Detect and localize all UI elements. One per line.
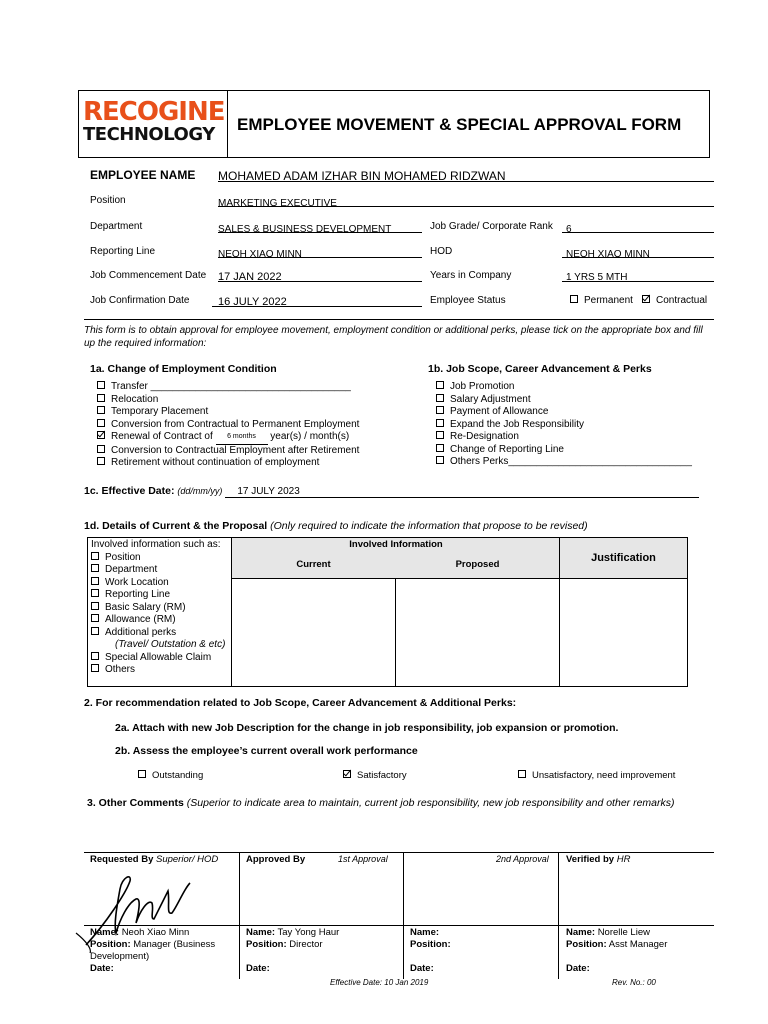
confirm-value: 16 JULY 2022 <box>218 296 287 308</box>
list-item[interactable] <box>436 381 716 394</box>
logo <box>83 99 223 145</box>
list-item[interactable] <box>91 564 227 577</box>
requested-label: Requested By <box>90 854 154 865</box>
footer-rev: Rev. No.: 00 <box>612 978 656 987</box>
position-label: Position <box>90 195 126 206</box>
date-label: Date: <box>566 963 590 974</box>
contractual-checkbox[interactable] <box>642 295 650 303</box>
date-label: Date: <box>90 963 114 974</box>
expand-checkbox[interactable] <box>436 419 444 427</box>
list-item[interactable] <box>436 456 716 469</box>
years-value: 1 YRS 5 MTH <box>566 272 628 283</box>
proposed-header-label: Proposed <box>455 559 500 570</box>
grade-value: 6 <box>566 224 572 235</box>
details-table <box>87 537 688 687</box>
list-item[interactable] <box>97 445 417 458</box>
date-label: Date: <box>246 963 270 974</box>
others-perks-checkbox[interactable] <box>436 456 444 464</box>
perf-satisfactory[interactable] <box>343 770 407 781</box>
status-contractual[interactable] <box>642 295 707 306</box>
item-label: Change of Reporting Line <box>450 443 564 455</box>
involved-header-label: Involved Information <box>349 539 443 550</box>
footer-effective: Effective Date: 10 Jan 2019 <box>330 978 429 987</box>
list-item[interactable] <box>91 627 227 640</box>
list-item[interactable] <box>91 614 227 627</box>
item-label: Re-Designation <box>450 431 519 442</box>
sign-col1-details <box>90 927 236 975</box>
commence-field <box>218 267 422 282</box>
list-item[interactable] <box>97 431 417 445</box>
perf-unsatisfactory[interactable] <box>518 770 675 781</box>
allowance-rm-checkbox[interactable] <box>91 614 99 622</box>
position-value: MARKETING EXECUTIVE <box>218 198 337 209</box>
section-1d-hint: (Only required to indicate the information that propose to be revised) <box>270 520 588 532</box>
permanent-label: Permanent <box>584 295 633 306</box>
department-label: Department <box>90 221 143 232</box>
section-1c-title: 1c. Effective Date: <box>84 485 175 497</box>
perks-note: (Travel/ Outstation & etc) <box>115 639 226 650</box>
department-value: SALES & BUSINESS DEVELOPMENT <box>218 224 392 235</box>
unsatisfactory-checkbox[interactable] <box>518 770 526 778</box>
perf-outstanding[interactable] <box>138 770 203 781</box>
employee-name-value <box>218 167 714 182</box>
approver1-position: Director <box>289 939 323 950</box>
employee-name-label: EMPLOYEE NAME <box>90 168 196 182</box>
redesignation-checkbox[interactable] <box>436 431 444 439</box>
verified-hint: HR <box>616 854 631 865</box>
confirm-label: Job Confirmation Date <box>90 295 190 306</box>
outstanding-checkbox[interactable] <box>138 770 146 778</box>
list-item[interactable] <box>91 577 227 590</box>
department-checkbox[interactable] <box>91 564 99 572</box>
section-1a-list <box>97 381 417 470</box>
grade-field <box>562 219 714 233</box>
proposed-header <box>395 557 560 579</box>
verifier-name: Norelle Liew <box>597 927 650 938</box>
requester-position: Manager (Business Development) <box>90 939 216 962</box>
item-label: Special Allowable Claim <box>105 651 212 663</box>
section-1c <box>84 485 714 498</box>
renewal-value: 6 months <box>216 431 268 445</box>
renewal-suffix: year(s) / month(s) <box>267 431 350 442</box>
involved-header <box>231 538 560 558</box>
position-label: Position: <box>246 939 287 950</box>
section-1d-heading <box>84 520 588 532</box>
promotion-checkbox[interactable] <box>436 381 444 389</box>
item-label: Allowance (RM) <box>105 614 176 625</box>
justification-header <box>559 538 687 579</box>
section-1a-title: 1a. Change of Employment Condition <box>90 363 277 375</box>
outstanding-label: Outstanding <box>152 770 204 781</box>
proposed-cell[interactable] <box>395 578 560 686</box>
name-label: Name: <box>410 927 440 938</box>
allowance-checkbox[interactable] <box>436 406 444 414</box>
list-item[interactable] <box>97 419 417 432</box>
position-field <box>218 193 714 207</box>
logo-cell <box>79 91 228 157</box>
renewal-checkbox[interactable] <box>97 431 105 439</box>
position-label: Position: <box>566 939 607 950</box>
verified-by <box>566 854 630 865</box>
satisfactory-checkbox[interactable] <box>343 770 351 778</box>
item-label: Renewal of Contract of <box>111 431 216 442</box>
requested-hint: Superior/ HOD <box>156 854 219 865</box>
section-1d-title: 1d. Details of Current & the Proposal <box>84 520 268 532</box>
permanent-checkbox[interactable] <box>570 295 578 303</box>
item-label: Conversion from Contractual to Permanent Employment <box>111 418 360 430</box>
form-title: EMPLOYEE MOVEMENT & SPECIAL APPROVAL FORM <box>237 115 682 134</box>
list-item[interactable] <box>436 406 716 419</box>
contractual-label: Contractual <box>656 295 708 306</box>
verifier-position: Asst Manager <box>608 939 668 950</box>
current-header-label: Current <box>296 559 331 570</box>
position-checkbox[interactable] <box>91 552 99 560</box>
salary-checkbox[interactable] <box>436 394 444 402</box>
transfer-checkbox[interactable] <box>97 381 105 389</box>
item-label: Others Perks_________________________________ <box>450 456 692 467</box>
reporting-line-checkbox[interactable] <box>91 589 99 597</box>
item-label: Basic Salary (RM) <box>105 601 186 613</box>
section-3-hint: (Superior to indicate area to maintain, current job responsibility, new job responsibility and other remarks) <box>186 797 675 809</box>
list-item[interactable] <box>97 394 417 407</box>
section-1c-hint: (dd/mm/yy) <box>177 486 223 496</box>
item-label: Relocation <box>111 393 159 405</box>
justification-header-label: Justification <box>591 552 656 564</box>
section-1b-list <box>436 381 716 469</box>
involved-head: Involved information such as: <box>91 539 221 550</box>
reporting-change-checkbox[interactable] <box>436 444 444 452</box>
item-label: Others <box>105 664 136 675</box>
list-item[interactable] <box>91 664 227 677</box>
status-permanent[interactable] <box>570 295 633 306</box>
sign-col3-details <box>410 927 550 975</box>
item-label: Transfer ____________________________________ <box>111 381 351 392</box>
item-label: Job Promotion <box>450 381 515 392</box>
sign-col2-details <box>246 927 396 975</box>
hod-label: HOD <box>430 246 453 257</box>
work-location-checkbox[interactable] <box>91 577 99 585</box>
others-checkbox[interactable] <box>91 664 99 672</box>
signature-table <box>84 852 714 979</box>
employee-name: MOHAMED ADAM IZHAR BIN MOHAMED RIDZWAN <box>218 169 506 183</box>
item-label: Payment of Allowance <box>450 406 549 417</box>
item-label: Department <box>105 564 158 575</box>
involved-list <box>91 539 227 677</box>
current-header <box>231 557 396 579</box>
list-item[interactable] <box>436 394 716 407</box>
conversion-permanent-checkbox[interactable] <box>97 419 105 427</box>
item-label: Reporting Line <box>105 589 171 600</box>
confirm-field <box>212 292 422 307</box>
list-item[interactable] <box>91 589 227 602</box>
position-label: Position: <box>90 939 131 950</box>
list-item[interactable] <box>97 381 417 394</box>
approver1-name: Tay Yong Haur <box>277 927 340 938</box>
reporting-label: Reporting Line <box>90 246 156 257</box>
list-item[interactable] <box>97 406 417 419</box>
name-label: Name: <box>90 927 120 938</box>
list-item[interactable] <box>91 552 227 565</box>
section-3-title: 3. Other Comments <box>87 797 184 809</box>
status-label: Employee Status <box>430 295 506 306</box>
list-item[interactable] <box>436 431 716 444</box>
section-3 <box>87 797 675 809</box>
name-label: Name: <box>246 927 276 938</box>
requester-name: Neoh Xiao Minn <box>121 927 190 938</box>
item-label: Position <box>105 551 141 563</box>
item-label: Conversion to Contractual Employment after Retirement <box>111 444 360 456</box>
satisfactory-label: Satisfactory <box>357 770 407 781</box>
grade-label: Job Grade/ Corporate Rank <box>430 221 553 232</box>
section-2-title: 2. For recommendation related to Job Scope, Career Advancement & Additional Perks: <box>84 697 517 709</box>
current-cell[interactable] <box>231 578 396 686</box>
section-1b-title: 1b. Job Scope, Career Advancement & Perks <box>428 363 652 375</box>
effective-date-field[interactable] <box>225 485 699 498</box>
date-label: Date: <box>410 963 434 974</box>
item-label: Expand the Job Responsibility <box>450 418 584 430</box>
section-2b: 2b. Assess the employee’s current overall work performance <box>115 745 418 757</box>
list-item[interactable] <box>436 419 716 432</box>
conversion-contract-checkbox[interactable] <box>97 445 105 453</box>
years-label: Years in Company <box>430 270 512 281</box>
list-item[interactable] <box>91 652 227 665</box>
effective-date-value: 17 JULY 2023 <box>237 486 300 497</box>
verified-label: Verified by <box>566 854 615 865</box>
first-approval: 1st Approval <box>338 854 388 864</box>
unsatisfactory-label: Unsatisfactory, need improvement <box>532 770 676 781</box>
intro-text: This form is to obtain approval for employee movement, employment condition or additional perks, please tick on the appropriate box and fill up the required information: <box>84 325 703 349</box>
list-item[interactable] <box>97 457 417 470</box>
approved-label: Approved By <box>246 854 306 865</box>
item-label: Salary Adjustment <box>450 393 531 405</box>
second-approval: 2nd Approval <box>496 854 549 864</box>
logo-line1: RECOGINE <box>83 97 225 127</box>
list-item[interactable] <box>436 444 716 457</box>
position-label: Position: <box>410 939 451 950</box>
retirement-checkbox[interactable] <box>97 457 105 465</box>
header-box <box>78 90 710 158</box>
department-field <box>218 219 422 233</box>
reporting-value: NEOH XIAO MINN <box>218 249 302 260</box>
sign-col4-details <box>566 927 712 975</box>
section-2a: 2a. Attach with new Job Description for the change in job responsibility, job expansion or promotion. <box>115 722 619 734</box>
justification-cell[interactable] <box>559 578 687 686</box>
name-label: Name: <box>566 927 596 938</box>
commence-label: Job Commencement Date <box>90 270 207 281</box>
hod-value: NEOH XIAO MINN <box>566 249 650 260</box>
additional-perks-checkbox[interactable] <box>91 627 99 635</box>
relocation-checkbox[interactable] <box>97 394 105 402</box>
divider-top <box>84 319 714 320</box>
list-item[interactable] <box>91 602 227 615</box>
commence-value: 17 JAN 2022 <box>218 271 282 283</box>
logo-line2: TECHNOLOGY <box>83 124 215 145</box>
item-label: Temporary Placement <box>111 406 209 417</box>
item-label: Additional perks <box>105 626 177 638</box>
temporary-checkbox[interactable] <box>97 406 105 414</box>
basic-salary-checkbox[interactable] <box>91 602 99 610</box>
item-label: Work Location <box>105 576 169 588</box>
years-field <box>562 267 714 282</box>
hod-field <box>562 244 714 258</box>
special-claim-checkbox[interactable] <box>91 652 99 660</box>
reporting-field <box>218 244 422 258</box>
item-label: Retirement without continuation of employment <box>111 457 320 468</box>
